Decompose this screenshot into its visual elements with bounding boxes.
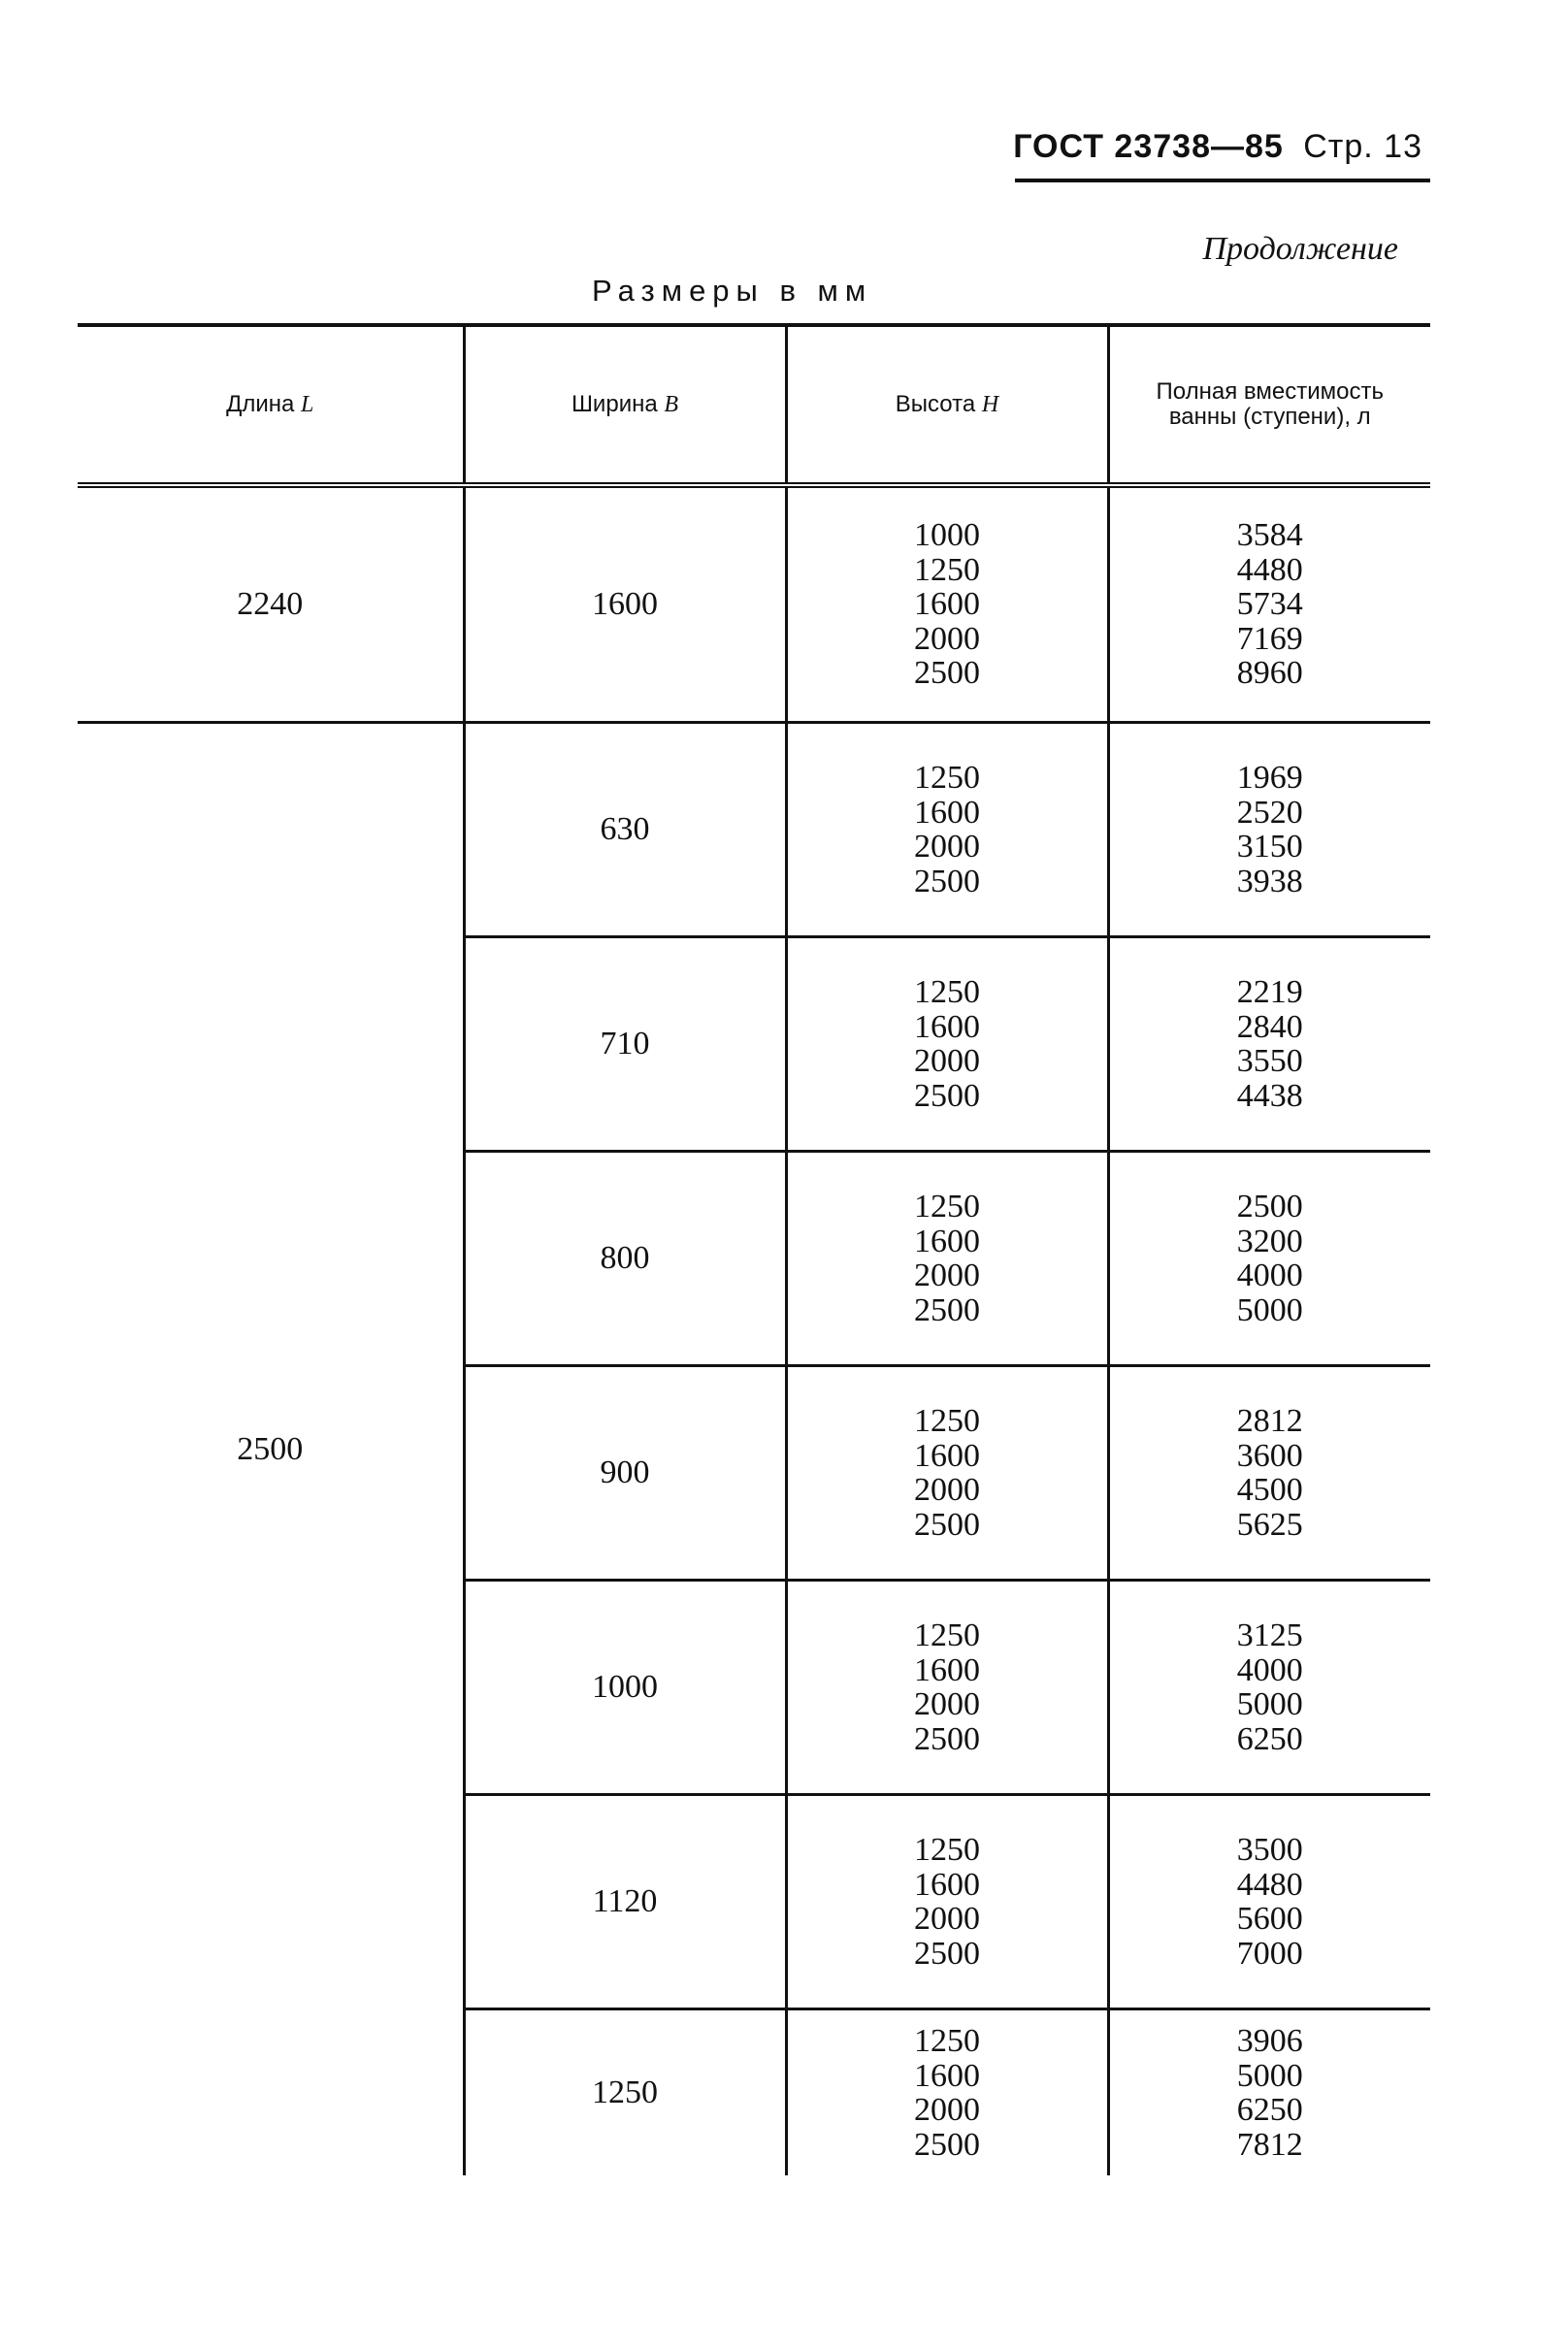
capacity-value: 3938	[1236, 863, 1303, 899]
height-value: 1600	[914, 1866, 980, 1903]
capacity-value: 6250	[1236, 1720, 1303, 1757]
capacity-value: 5000	[1236, 1291, 1303, 1328]
capacity-cell-stack	[1237, 2024, 1303, 2162]
height-value: 2000	[914, 620, 980, 657]
capacity-value: 3200	[1236, 1223, 1303, 1259]
height-cell	[786, 1366, 1108, 1581]
height-value: 2000	[914, 1901, 980, 1937]
capacity-value: 4438	[1236, 1077, 1303, 1114]
length-cell: 2240	[237, 586, 304, 623]
capacity-value: 3584	[1236, 517, 1303, 554]
height-value: 1250	[914, 1832, 980, 1868]
capacity-value: 5625	[1236, 1506, 1303, 1543]
height-value: 1000	[914, 517, 980, 554]
height-value: 2000	[914, 1257, 980, 1293]
capacity-value: 3550	[1236, 1043, 1303, 1079]
capacity-value: 1969	[1236, 760, 1303, 796]
capacity-value: 4000	[1236, 1651, 1303, 1688]
height-cell-stack	[914, 1618, 980, 1756]
width-cell: 1600	[464, 485, 786, 723]
height-cell	[786, 1795, 1108, 2009]
height-value: 2500	[914, 1077, 980, 1114]
table-header-row	[78, 325, 1430, 485]
height-cell	[786, 723, 1108, 937]
height-value: 2500	[914, 1720, 980, 1757]
page-number: Стр. 13	[1303, 128, 1422, 165]
capacity-value: 3906	[1236, 2023, 1303, 2059]
capacity-value: 4480	[1236, 551, 1303, 588]
capacity-cell-stack	[1237, 761, 1303, 898]
header-rule	[1015, 179, 1430, 182]
capacity-value: 2840	[1236, 1008, 1303, 1045]
capacity-value: 3500	[1236, 1832, 1303, 1868]
width-cell: 1120	[464, 1795, 786, 2009]
height-value: 1600	[914, 1651, 980, 1688]
col-header-length: Длина L	[78, 325, 464, 485]
standard-code: ГОСТ 23738—85	[1013, 128, 1284, 165]
length-cell: 2500	[78, 723, 464, 2176]
height-value: 2000	[914, 829, 980, 865]
height-cell	[786, 2009, 1108, 2176]
capacity-cell-stack	[1237, 518, 1303, 691]
continuation-label: Продолжение	[1202, 231, 1398, 267]
height-value: 2500	[914, 2126, 980, 2163]
height-value: 1600	[914, 794, 980, 831]
width-cell: 800	[464, 1152, 786, 1366]
height-value: 2500	[914, 1506, 980, 1543]
height-value: 2000	[914, 1043, 980, 1079]
height-value: 1250	[914, 2023, 980, 2059]
table-row	[78, 723, 1430, 937]
capacity-cell	[1108, 2009, 1430, 2176]
capacity-value: 7812	[1236, 2126, 1303, 2163]
capacity-value: 3125	[1236, 1617, 1303, 1653]
capacity-cell-stack	[1237, 1618, 1303, 1756]
capacity-cell	[1108, 1795, 1430, 2009]
width-cell: 1250	[464, 2009, 786, 2176]
col-header-height: Высота H	[786, 325, 1108, 485]
height-value: 2000	[914, 1686, 980, 1722]
height-value: 2000	[914, 2092, 980, 2128]
height-cell	[786, 485, 1108, 723]
height-cell-stack	[914, 1404, 980, 1542]
width-cell: 710	[464, 937, 786, 1152]
height-cell-stack	[914, 761, 980, 898]
height-value: 2000	[914, 1472, 980, 1508]
capacity-value: 8960	[1236, 655, 1303, 692]
width-cell: 630	[464, 723, 786, 937]
capacity-value: 4480	[1236, 1866, 1303, 1903]
height-value: 2500	[914, 1291, 980, 1328]
capacity-cell	[1108, 937, 1430, 1152]
dimensions-table	[78, 323, 1430, 2175]
col-header-capacity: Полная вместимость ванны (ступени), л	[1108, 325, 1430, 485]
capacity-value: 2812	[1236, 1403, 1303, 1439]
capacity-value: 4500	[1236, 1472, 1303, 1508]
capacity-value: 7000	[1236, 1935, 1303, 1972]
height-cell	[786, 1152, 1108, 1366]
capacity-cell-stack	[1237, 1404, 1303, 1542]
capacity-cell	[1108, 1366, 1430, 1581]
height-value: 1600	[914, 1437, 980, 1474]
height-value: 2500	[914, 1935, 980, 1972]
height-value: 1250	[914, 760, 980, 796]
capacity-cell-stack	[1237, 1190, 1303, 1327]
table-row	[78, 485, 1430, 723]
page-header	[1013, 128, 1422, 166]
height-value: 1250	[914, 1617, 980, 1653]
capacity-cell	[1108, 485, 1430, 723]
units-caption: Размеры в мм	[592, 274, 873, 308]
capacity-value: 3600	[1236, 1437, 1303, 1474]
table-body	[78, 485, 1430, 2175]
capacity-value: 5734	[1236, 586, 1303, 623]
height-value: 1600	[914, 586, 980, 623]
capacity-cell	[1108, 1581, 1430, 1795]
capacity-value: 5600	[1236, 1901, 1303, 1937]
width-cell: 1000	[464, 1581, 786, 1795]
height-value: 2500	[914, 863, 980, 899]
height-value: 1600	[914, 1223, 980, 1259]
capacity-value: 5000	[1236, 2057, 1303, 2094]
height-value: 1250	[914, 551, 980, 588]
height-cell-stack	[914, 1833, 980, 1971]
height-value: 1250	[914, 1189, 980, 1224]
capacity-value: 6250	[1236, 2092, 1303, 2128]
capacity-value: 3150	[1236, 829, 1303, 865]
height-cell-stack	[914, 1190, 980, 1327]
height-cell-stack	[914, 518, 980, 691]
width-cell: 900	[464, 1366, 786, 1581]
capacity-cell-stack	[1237, 1833, 1303, 1971]
capacity-cell	[1108, 723, 1430, 937]
height-cell-stack	[914, 975, 980, 1113]
capacity-value: 2500	[1236, 1189, 1303, 1224]
capacity-cell	[1108, 1152, 1430, 1366]
capacity-value: 5000	[1236, 1686, 1303, 1722]
height-value: 1250	[914, 1403, 980, 1439]
height-value: 1250	[914, 974, 980, 1010]
height-value: 1600	[914, 2057, 980, 2094]
capacity-value: 7169	[1236, 620, 1303, 657]
height-cell	[786, 1581, 1108, 1795]
capacity-cell-stack	[1237, 975, 1303, 1113]
capacity-value: 4000	[1236, 1257, 1303, 1293]
capacity-value: 2520	[1236, 794, 1303, 831]
height-cell	[786, 937, 1108, 1152]
col-header-width: Ширина B	[464, 325, 786, 485]
height-value: 2500	[914, 655, 980, 692]
height-cell-stack	[914, 2024, 980, 2162]
capacity-value: 2219	[1236, 974, 1303, 1010]
height-value: 1600	[914, 1008, 980, 1045]
